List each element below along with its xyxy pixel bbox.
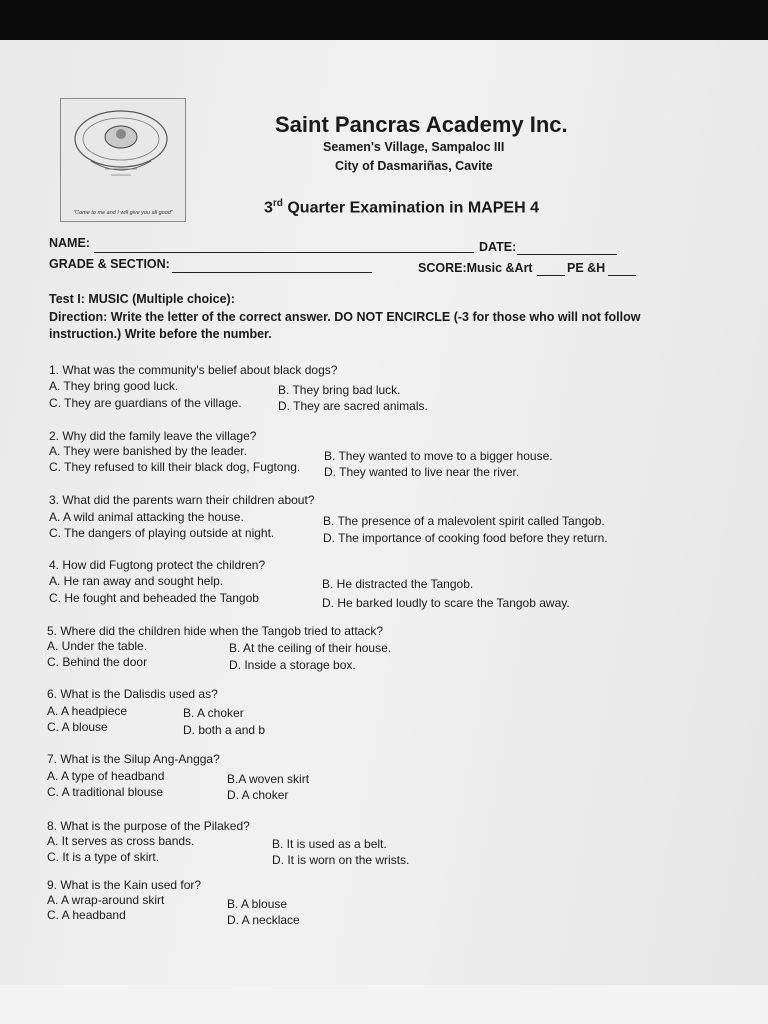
exam-ordinal-suffix: rd bbox=[272, 198, 283, 209]
grade-section-label: GRADE & SECTION: bbox=[49, 257, 170, 271]
exam-title-text: Quarter Examination in MAPEH 4 bbox=[282, 199, 539, 217]
question-3-option-d: D. The importance of cooking food before they return. bbox=[323, 531, 608, 545]
question-3-option-b: B. The presence of a malevolent spirit called Tangob. bbox=[323, 514, 605, 528]
question-5-text: 5. Where did the children hide when the Tangob tried to attack? bbox=[47, 624, 383, 638]
question-6-option-d: D. both a and b bbox=[183, 723, 266, 737]
question-1-option-d: D. They are sacred animals. bbox=[278, 399, 428, 413]
background-edge bbox=[0, 985, 768, 1024]
exam-title bbox=[264, 198, 539, 217]
address-line-1: Seamen's Village, Sampaloc III bbox=[323, 140, 505, 154]
question-6-text: 6. What is the Dalisdis used as? bbox=[47, 687, 218, 701]
question-3-option-c: C. The dangers of playing outside at night. bbox=[49, 526, 275, 540]
exam-ordinal: 3 bbox=[264, 199, 273, 217]
direction-line-1: Direction: Write the letter of the correct answer. DO NOT ENCIRCLE (-3 for those who will not follow bbox=[49, 310, 641, 324]
question-1-option-b: B. They bring bad luck. bbox=[278, 383, 401, 397]
date-label: DATE: bbox=[479, 240, 517, 254]
question-4-text: 4. How did Fugtong protect the children? bbox=[49, 558, 266, 572]
question-6-option-c: C. A blouse bbox=[47, 720, 108, 734]
address-line-2: City of Dasmariñas, Cavite bbox=[335, 159, 493, 173]
question-8-option-a: A. It serves as cross bands. bbox=[47, 834, 195, 848]
question-8-text: 8. What is the purpose of the Pilaked? bbox=[47, 819, 250, 833]
question-9-text: 9. What is the Kain used for? bbox=[47, 878, 202, 892]
question-2-option-b: B. They wanted to move to a bigger house. bbox=[324, 449, 553, 463]
score-pe-h-line[interactable] bbox=[608, 275, 636, 276]
name-field-line[interactable] bbox=[94, 252, 474, 253]
question-2-option-d: D. They wanted to live near the river. bbox=[324, 465, 520, 479]
question-9-option-a: A. A wrap-around skirt bbox=[47, 893, 165, 907]
question-7-option-d: D. A choker bbox=[227, 788, 289, 802]
question-7-option-c: C. A traditional blouse bbox=[47, 785, 164, 799]
question-2-option-c: C. They refused to kill their black dog, Fugtong. bbox=[49, 460, 301, 474]
question-5-option-a: A. Under the table. bbox=[47, 639, 148, 653]
question-4-option-c: C. He fought and beheaded the Tangob bbox=[49, 591, 259, 605]
school-logo bbox=[60, 98, 186, 222]
question-9-option-d: D. A necklace bbox=[227, 913, 300, 927]
seal-icon bbox=[61, 99, 185, 209]
score-music-art-line[interactable] bbox=[537, 275, 565, 276]
question-1-option-c: C. They are guardians of the village. bbox=[49, 396, 242, 410]
question-4-option-d: D. He barked loudly to scare the Tangob away. bbox=[322, 596, 570, 610]
question-7-text: 7. What is the Silup Ang-Angga? bbox=[47, 752, 220, 766]
question-1-option-a: A. They bring good luck. bbox=[49, 379, 179, 393]
question-7-option-b: B.A woven skirt bbox=[227, 772, 310, 786]
date-field-line[interactable] bbox=[517, 254, 617, 255]
question-1-text: 1. What was the community's belief about black dogs? bbox=[49, 363, 338, 377]
direction-line-2: instruction.) Write before the number. bbox=[49, 327, 272, 341]
name-label: NAME: bbox=[49, 236, 90, 250]
score-pe-h-label: PE &H bbox=[567, 261, 606, 275]
question-5-option-b: B. At the ceiling of their house. bbox=[229, 641, 392, 655]
question-7-option-a: A. A type of headband bbox=[47, 769, 165, 783]
question-6-option-a: A. A headpiece bbox=[47, 704, 128, 718]
question-6-option-b: B. A choker bbox=[183, 706, 244, 720]
grade-section-field-line[interactable] bbox=[172, 272, 372, 273]
question-9-option-c: C. A headband bbox=[47, 908, 126, 922]
question-8-option-d: D. It is worn on the wrists. bbox=[272, 853, 410, 867]
question-3-option-a: A. A wild animal attacking the house. bbox=[49, 510, 244, 524]
score-music-art-label: SCORE:Music &Art bbox=[418, 261, 533, 275]
question-8-option-c: C. It is a type of skirt. bbox=[47, 850, 160, 864]
question-3-text: 3. What did the parents warn their children about? bbox=[49, 493, 315, 507]
question-9-option-b: B. A blouse bbox=[227, 897, 288, 911]
question-2-option-a: A. They were banished by the leader. bbox=[49, 444, 247, 458]
question-4-option-b: B. He distracted the Tangob. bbox=[322, 577, 474, 591]
question-8-option-b: B. It is used as a belt. bbox=[272, 837, 387, 851]
exam-paper bbox=[0, 40, 768, 985]
question-5-option-c: C. Behind the door bbox=[47, 655, 148, 669]
logo-motto: "Come to me and I will give you all good" bbox=[73, 210, 173, 216]
question-5-option-d: D. Inside a storage box. bbox=[229, 658, 356, 672]
school-name: Saint Pancras Academy Inc. bbox=[275, 112, 568, 137]
question-2-text: 2. Why did the family leave the village? bbox=[49, 429, 257, 443]
test-title: Test I: MUSIC (Multiple choice): bbox=[49, 292, 235, 306]
question-4-option-a: A. He ran away and sought help. bbox=[49, 574, 224, 588]
